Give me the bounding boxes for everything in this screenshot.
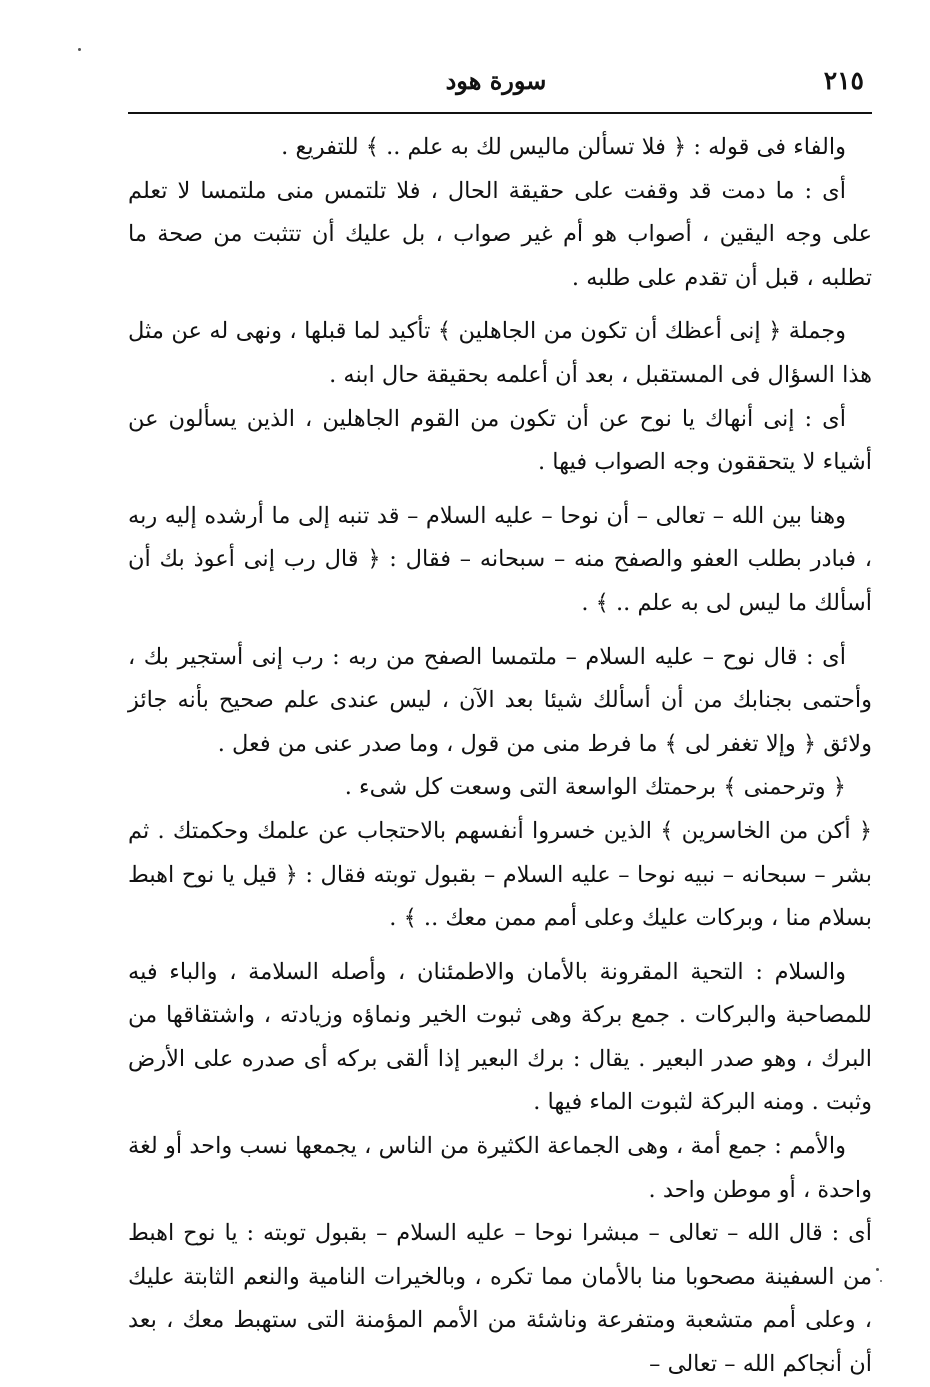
paragraph: أى : قال الله – تعالى – مبشرا نوحا – عليه السلام – بقبول توبته : يا نوح اهبط من السفينة مصحوبا منا بالأمان مما تكره ، وبالخيرات النامية والنعم الثابتة عليك ، وعلى أمم متشعبة ومتفرعة وناشئة من الأمم المؤمنة التى ستهبط معك ، بعد أن أنجاكم الله – تعالى – [128,1220,872,1378]
scan-speck [880,1280,882,1282]
page-header [128,66,864,106]
header-divider [128,112,872,114]
paragraph: أى : قال نوح – عليه السلام – ملتمسا الصفح من ربه : رب إنى أستجير بك ، وأحتمى بجنابك من أن أسألك شيئا بعد الآن ، ليس عندى علم صحيح بأنه جائز ولائق ﴿ وإلا تغفر لى ﴾ ما فرط منى من قول ، وما صدر عنى من فعل . [128,643,872,757]
paragraph: أى : إنى أنهاك يا نوح عن أن تكون من القوم الجاهلين ، الذين يسألون عن أشياء لا يتحققون وجه الصواب فيها . [128,405,872,476]
paragraph: وجملة ﴿ إنى أعظك أن تكون من الجاهلين ﴾ تأكيد لما قبلها ، ونهى له عن مثل هذا السؤال فى المستقبل ، بعد أن أعلمه بحقيقة حال ابنه . [128,318,872,388]
paragraph: ﴿ وترحمنى ﴾ برحمتك الواسعة التى وسعت كل شىء . [344,774,846,801]
paragraph: والأمم : جمع أمة ، وهى الجماعة الكثيرة من الناس ، يجمعها نسب واحد أو لغة واحدة ، أو موطن واحد . [128,1133,872,1203]
scan-speck [876,1268,879,1271]
paragraph: والفاء فى قوله : ﴿ فلا تسألن ماليس لك به علم .. ﴾ للتفريع . [281,134,846,160]
surah-title: سورة هود [445,66,547,95]
paragraph: والسلام : التحية المقرونة بالأمان والاطمئنان ، وأصله السلامة ، والباء فيه للمصاحبة والبركات . جمع بركة وهى ثبوت الخير ونماؤه وزيادته ، واشتقاقها من البرك ، وهو صدر البعير . يقال : برك البعير إذا ألقى بركه أى صدره على الأرض وثبت . ومنه البركة لثبوت الماء فيها . [128,958,872,1116]
scan-speck [78,48,81,51]
page-number: ٢١٥ [823,66,864,95]
page-body [128,126,872,1387]
paragraph: أى : ما دمت قد وقفت على حقيقة الحال ، فلا تلتمس منى ملتمسا لا تعلم على وجه اليقين ، أصواب هو أم غير صواب ، بل عليك أن تتثبت من صحة ما تطلبه ، قبل أن تقدم على طلبه . [128,177,872,291]
paragraph: ﴿ أكن من الخاسرين ﴾ الذين خسروا أنفسهم بالاحتجاب عن علمك وحكمتك . ثم بشر – سبحانه – نبيه نوحا – عليه السلام – بقبول توبته فقال : ﴿ قيل يا نوح اهبط بسلام منا ، وبركات عليك وعلى أمم ممن معك .. ﴾ . [128,817,872,932]
paragraph: وهنا بين الله – تعالى – أن نوحا – عليه السلام – قد تنبه إلى ما أرشده إليه ربه ، فبادر بطلب العفو والصفح منه – سبحانه – فقال : ﴿ قال رب إنى أعوذ بك أن أسألك ما ليس لى به علم .. ﴾ . [128,502,872,616]
